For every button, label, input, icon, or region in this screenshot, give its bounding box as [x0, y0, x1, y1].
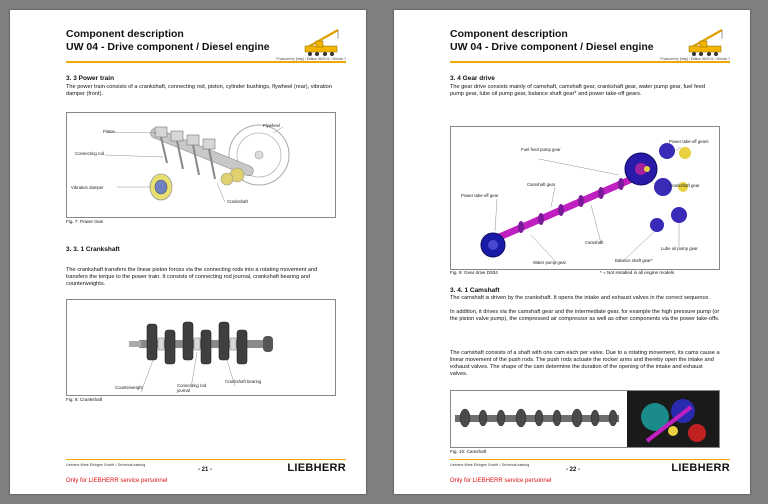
service-notice: Only for LIEBHERR service personnel: [66, 478, 168, 484]
crane-logo-image: [302, 27, 346, 57]
label-crankshaft-bearing: Crankshaft bearing: [225, 379, 262, 384]
section-text: The crankshaft transfers the linear piston forces via the connecting rods into a rotating movement and transfers the torque to the power train. It consists of connecting rod journal, crankshaft bearing and counterweights.: [66, 267, 318, 287]
figure-crankshaft: [66, 299, 336, 396]
label-counterweight: Counterweight: [115, 385, 143, 390]
label-power-take-off-gears: Power take-off gears: [669, 139, 709, 144]
page-subtitle: UW 04 - Drive component / Diesel engine: [66, 41, 270, 53]
section-text: The power train consists of a crankshaft, connecting rod, piston, cylinder bushings, flywheel (rear), vibration damper (front).: [66, 84, 332, 97]
crankshaft-illustration: [67, 300, 335, 395]
service-notice: Only for LIEBHERR service personnel: [450, 478, 552, 484]
label-water-pump-gear: Water pump gear: [533, 260, 567, 265]
label-flywheel: Flywheel: [263, 123, 280, 128]
footer-divider: [66, 459, 346, 460]
crane-logo-image: [686, 27, 730, 57]
document-page-right: [394, 10, 750, 494]
footnote: * = Not installed in all engine models: [600, 270, 675, 275]
section-heading: 3. 4. 1 Camshaft: [450, 287, 500, 294]
section-heading: 3. 3. 1 Crankshaft: [66, 246, 120, 253]
figure-caption: Fig. 8: Crankshaft: [66, 397, 103, 402]
camshaft-illustration: [451, 391, 719, 447]
label-connecting-rod: Connecting rod: [75, 151, 105, 156]
production-meta: Produced by [resp] / Edition 05/2011 / Version 7: [660, 57, 730, 61]
header-divider: [66, 61, 346, 63]
section-text: In addition, it drives via the camshaft gear and the intermediate gear, for example the high pressure pump (or the piston valve pump), the compressed air compressor as well as other components via the power take-offs.: [450, 309, 720, 322]
figure-gear-drive: [450, 126, 720, 270]
section-text: The gear drive consists mainly of camshaft, camshaft gear, crankshaft gear, water pump gear, fuel feed pump gear, lube oil pump gear, balance shaft gear* and power take-off gears.: [450, 84, 705, 97]
figure-caption: Fig. 9: Gear drive D934: [450, 270, 498, 275]
page-title: Component description: [450, 28, 568, 40]
liebherr-logo: LIEBHERR: [287, 462, 346, 474]
page-subtitle: UW 04 - Drive component / Diesel engine: [450, 41, 654, 53]
label-power-take-off-gear: Power take-off gear: [461, 193, 499, 198]
label-camshaft-gear: Camshaft gear: [527, 182, 556, 187]
label-camshaft: Camshaft: [585, 240, 604, 245]
footer-divider: [450, 459, 730, 460]
page-number: - 21 -: [198, 467, 213, 473]
liebherr-logo: LIEBHERR: [671, 462, 730, 474]
production-meta: Produced by [resp] / Edition 05/2011 / Version 7: [276, 57, 346, 61]
label-vibration-damper: Vibration damper: [71, 185, 104, 190]
section-heading: 3. 3 Power train: [66, 75, 115, 82]
figure-caption: Fig. 7: Power train: [66, 219, 104, 224]
label-piston: Piston: [103, 129, 115, 134]
page-title: Component description: [66, 28, 184, 40]
figure-caption: Fig. 10: Camshaft: [450, 449, 487, 454]
label-crankshaft: Crankshaft: [227, 199, 248, 204]
footer-company: Liebherr-Werk Ehingen GmbH • Technical training: [66, 463, 146, 467]
figure-camshaft: [450, 390, 720, 448]
section-text: The camshaft consists of a shaft with one cam each per valve. Due to a rotating movement, its cams cause a linear movement of the push rods. The push rods actuate the rocker arms and thereby open the intake and exhaust valves. The shape of the cam determine the duration of the opening of the intake and exhaust valves.: [450, 350, 720, 377]
label-lube-oil-pump-gear: Lube oil pump gear: [661, 246, 698, 251]
label-balance-shaft-gear: Balance shaft gear*: [615, 258, 653, 263]
label-fuel-feed-pump-gear: Fuel feed pump gear: [521, 147, 561, 152]
page-number: - 22 -: [566, 467, 581, 473]
header-divider: [450, 61, 730, 63]
document-page-left: [10, 10, 366, 494]
section-text: The camshaft is driven by the crankshaft. It opens the intake and exhaust valves in the correct sequence.: [450, 295, 710, 301]
label-connecting-rod-journal: Connecting rod journal: [177, 383, 207, 393]
figure-power-train: [66, 112, 336, 218]
footer-company: Liebherr-Werk Ehingen GmbH • Technical training: [450, 463, 530, 467]
section-heading: 3. 4 Gear drive: [450, 75, 495, 82]
label-crankshaft-gear: Crankshaft gear: [669, 183, 700, 188]
